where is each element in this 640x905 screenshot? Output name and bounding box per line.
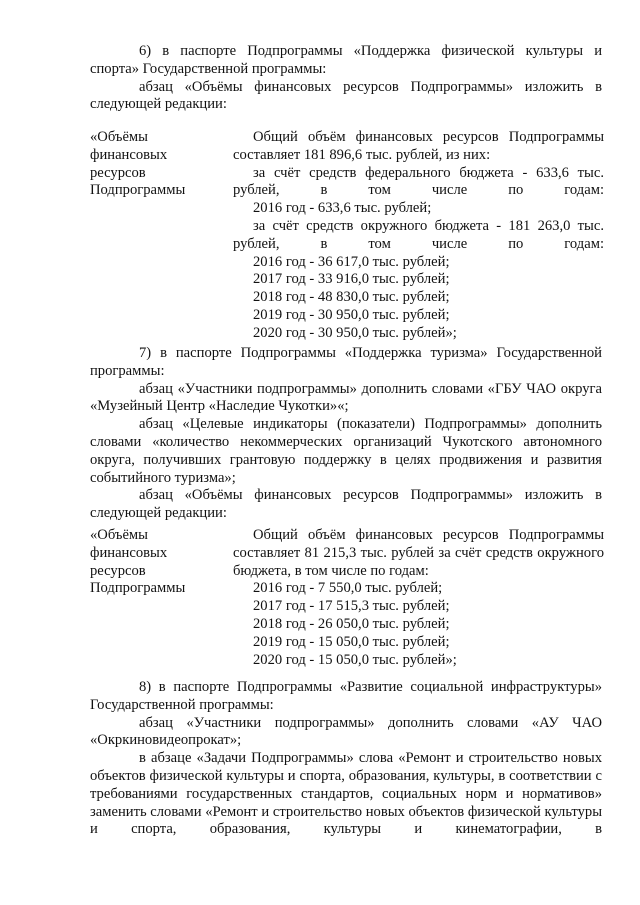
section-7-paragraph-4: абзац «Объёмы финансовых ресурсов Подпрограммы» изложить в следующей редакции: [90,487,602,522]
passport-year-line: 2020 год - 30 950,0 тыс. рублей»; [253,324,457,341]
passport-value [233,527,604,669]
passport-district: за счёт средств окружного бюджета - 181 263,0 тыс. рублей, в том числе по годам: [233,217,604,252]
passport-year-line: 2016 год - 7 550,0 тыс. рублей; [253,580,443,597]
passport-label-line: «Объёмы [90,129,148,145]
passport-label-line: Подпрограммы [90,182,186,199]
section-6-paragraph-2: абзац «Объёмы финансовых ресурсов Подпрограммы» изложить в следующей редакции: [90,78,602,113]
section-6-passport-table [90,129,604,339]
section-7-paragraph-2: абзац «Участники подпрограммы» дополнить словами «ГБУ ЧАО округа «Музейный Центр «Наследие Чукотки»«; [90,380,602,415]
passport-label-line: «Объёмы [90,527,148,543]
passport-label [90,527,230,598]
passport-year-line: 2016 год - 633,6 тыс. рублей; [253,200,432,217]
section-7-paragraph-1: 7) в паспорте Подпрограммы «Поддержка туризма» Государственной программы: [90,345,602,379]
passport-label [90,129,230,200]
section-7-intro [90,345,602,523]
passport-label-line: Подпрограммы [90,580,186,597]
passport-label-line: ресурсов [90,562,146,579]
passport-year-line: 2017 год - 33 916,0 тыс. рублей; [253,271,450,288]
passport-year-line: 2020 год - 15 050,0 тыс. рублей»; [253,651,457,668]
section-8-intro [90,679,602,839]
passport-year-line: 2019 год - 30 950,0 тыс. рублей; [253,306,450,323]
section-8-paragraph-2: абзац «Участники подпрограммы» дополнить словами «АУ ЧАО «Окркиновидеопрокат»; [90,714,602,749]
section-8-paragraph-1: 8) в паспорте Подпрограммы «Развитие социальной инфраструктуры» Государственной программы: [90,679,602,713]
passport-total: Общий объём финансовых ресурсов Подпрограммы составляет 181 896,6 тыс. рублей, из них: [233,129,604,163]
section-7-passport-table [90,527,604,672]
passport-year-line: 2017 год - 17 515,3 тыс. рублей; [253,598,450,615]
section-7-paragraph-3: абзац «Целевые индикаторы (показатели) Подпрограммы» дополнить словами «количество некоммерческих организаций Чукотского автономного округа, получивших грантовую поддержку в целях продвижения и развития событийного туризма»; [90,416,602,486]
passport-year-line: 2018 год - 48 830,0 тыс. рублей; [253,289,450,306]
passport-label-line: ресурсов [90,164,146,181]
passport-total: Общий объём финансовых ресурсов Подпрограммы составляет 81 215,3 тыс. рублей за счёт средств окружного бюджета, в том числе по годам: [233,527,604,579]
passport-year-line: 2016 год - 36 617,0 тыс. рублей; [253,253,450,270]
passport-label-line: финансовых [90,146,168,163]
passport-value [233,129,604,343]
section-6-intro [90,43,602,114]
passport-year-line: 2019 год - 15 050,0 тыс. рублей; [253,633,450,650]
passport-year-line: 2018 год - 26 050,0 тыс. рублей; [253,615,450,632]
passport-label-line: финансовых [90,544,168,561]
section-6-paragraph-1: 6) в паспорте Подпрограммы «Поддержка физической культуры и спорта» Государственной программы: [90,43,602,77]
passport-federal: за счёт средств федерального бюджета - 633,6 тыс. рублей, в том числе по годам: [233,164,604,199]
section-8-paragraph-3: в абзаце «Задачи Подпрограммы» слова «Ремонт и строительство новых объектов физической культуры и спорта, образования, культуры, в соответствии с требованиями государственных стандартов, социальных норм и нормативов» заменить словами «Ремонт и строительство новых объектов физической культуры и спорта, образования, культуры и кинематографии, в [90,750,602,838]
